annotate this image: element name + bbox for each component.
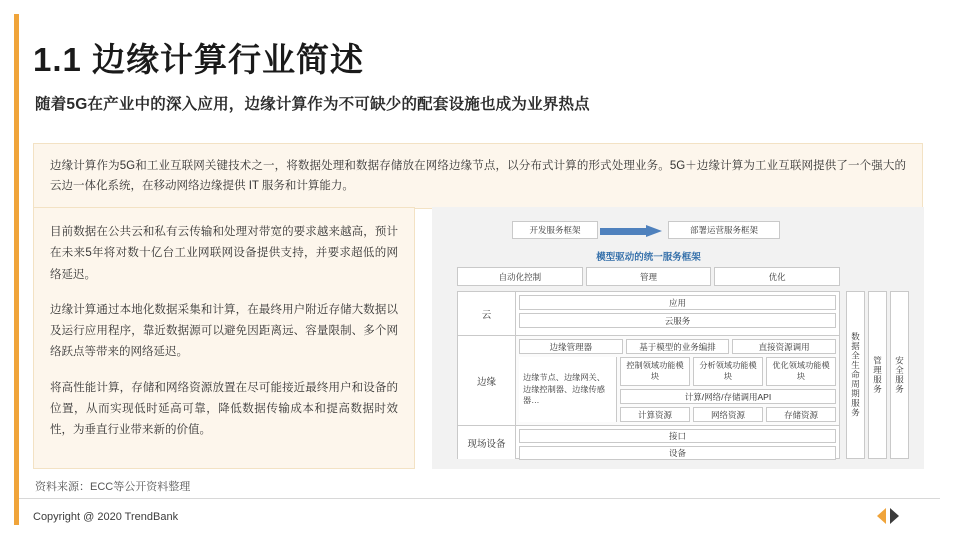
- arrow-right-icon: [600, 225, 664, 238]
- layer-label-field: 现场设备: [458, 426, 516, 459]
- field-item-interface: 接口: [519, 429, 836, 443]
- edge-module-control: 控制领域功能模块: [620, 357, 690, 386]
- page-subtitle: 随着5G在产业中的深入应用，边缘计算作为不可缺少的配套设施也成为业界热点: [35, 96, 590, 113]
- page-title: 1.1 边缘计算行业简述: [33, 41, 365, 78]
- accent-bar: [14, 14, 19, 525]
- text-panel: [33, 207, 415, 469]
- side-column-data-lifecycle: 数据全生命周期服务: [846, 291, 865, 459]
- field-item-device: 设备: [519, 446, 836, 460]
- source-note: 资料来源：ECC等公开资料整理: [35, 481, 191, 493]
- edge-node-list: 边缘节点、边缘网关、边缘控制器、边缘传感器…: [519, 357, 617, 422]
- edge-orchestration: 基于模型的业务编排: [626, 339, 730, 354]
- chip-deploy-framework: 部署运营服务框架: [668, 221, 780, 239]
- edge-direct-resource: 直接资源调用: [732, 339, 836, 354]
- edge-api-bar: 计算/网络/存储调用API: [620, 389, 836, 404]
- edge-resource-network: 网络资源: [693, 407, 763, 422]
- layer-label-edge: 边缘: [458, 336, 516, 425]
- footer-divider: [19, 498, 940, 499]
- paragraph: 目前数据在公共云和私有云传输和处理对带宽的要求越来越高，预计在未来5年将对数十亿台工业网联网设备提供支持，并要求超低的网络延迟。: [50, 226, 398, 281]
- side-column-management: 管理服务: [868, 291, 887, 459]
- capability-cell: 优化: [714, 267, 840, 286]
- edge-manager: 边缘管理器: [519, 339, 623, 354]
- layer-matrix: [457, 291, 840, 459]
- layer-row-edge: [458, 336, 839, 426]
- capability-cell: 管理: [586, 267, 712, 286]
- paragraph: 将高性能计算，存储和网络资源放置在尽可能接近最终用户和设备的位置，从而实现低时延高可靠，降低数据传输成本和提高数据时效性，为垂直行业带来新的价值。: [50, 381, 398, 437]
- layer-row-field: [458, 426, 839, 459]
- slide-nav[interactable]: [877, 508, 899, 524]
- edge-resource-storage: 存储资源: [766, 407, 836, 422]
- edge-module-optimize: 优化领域功能模块: [766, 357, 836, 386]
- edge-domain-modules: [620, 357, 836, 386]
- paragraph: 边缘计算通过本地化数据采集和计算，在最终用户附近存储大数据以及运行应用程序，靠近数据源可以避免因距离远、容量限制、多个网络跃点等带来的网络延迟。: [50, 303, 398, 359]
- triangle-right-icon[interactable]: [890, 508, 899, 524]
- diagram-banner: 模型驱动的统一服务框架: [596, 251, 701, 263]
- side-column-security: 安全服务: [890, 291, 909, 459]
- cloud-item-app: 应用: [519, 295, 836, 310]
- cloud-item-service: 云服务: [519, 313, 836, 328]
- copyright-text: Copyright @ 2020 TrendBank: [33, 511, 179, 523]
- edge-resource-compute: 计算资源: [620, 407, 690, 422]
- edge-module-analysis: 分析领域功能模块: [693, 357, 763, 386]
- chip-dev-framework: 开发服务框架: [512, 221, 598, 239]
- edge-resource-row: [620, 407, 836, 422]
- architecture-diagram: [432, 207, 924, 469]
- layer-label-cloud: 云: [458, 292, 516, 335]
- layer-row-cloud: [458, 292, 839, 336]
- capability-row: [457, 267, 840, 286]
- capability-cell: 自动化控制: [457, 267, 583, 286]
- callout-box: 边缘计算作为5G和工业互联网关键技术之一，将数据处理和数据存储放在网络边缘节点，以分布式计算的形式处理业务。5G＋边缘计算为工业互联网提供了一个强大的云边一体化系统，在移动网络边缘提供 IT 服务和计算能力。: [33, 143, 923, 209]
- triangle-left-icon[interactable]: [877, 508, 886, 524]
- edge-manager-row: [519, 339, 836, 354]
